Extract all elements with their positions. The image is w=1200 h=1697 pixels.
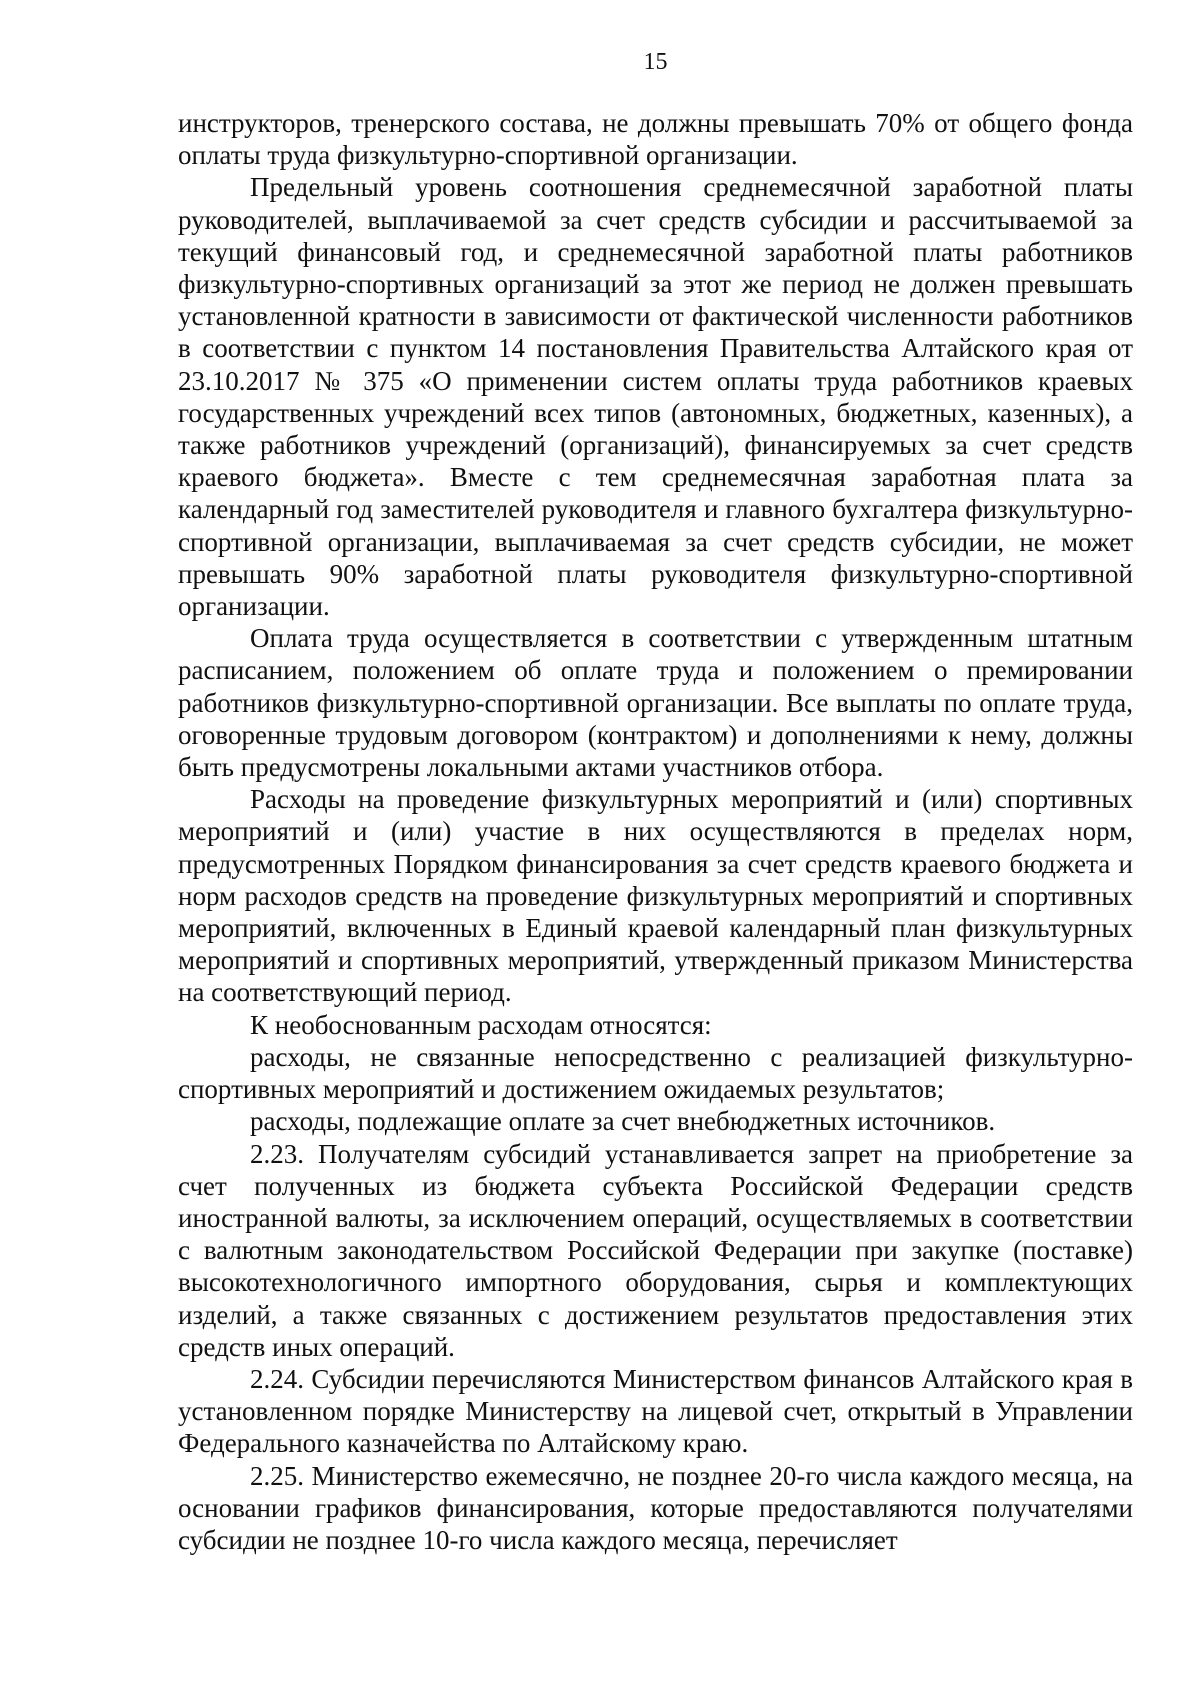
- page-number: 15: [643, 49, 668, 75]
- paragraph-unjustified-expense-item: расходы, подлежащие оплате за счет внебюджетных источников.: [250, 1106, 996, 1137]
- paragraph-unjustified-expenses-heading: К необоснованным расходам относятся:: [250, 1009, 712, 1040]
- paragraph-clause-2-24: 2.24. Субсидии перечисляются Министерством финансов Алтайского края в установленном порядке Министерству на лицевой счет, открытый в Управлении Федерального казначейства по Алтайскому краю.: [178, 1363, 1133, 1459]
- paragraph-payroll: Оплата труда осуществляется в соответствии с утвержденным штатным расписанием, положением об оплате труда и положением о премировании работников физкультурно-спортивной организации. Все выплаты по оплате труда, оговоренные трудовым договором (контрактом) и дополнениями к нему, должны быть предусмотрены локальными актами участников отбора.: [178, 623, 1133, 783]
- paragraph-salary-ratio: Предельный уровень соотношения среднемесячной заработной платы руководителей, выплачиваемой за счет средств субсидии и рассчитываемой за текущий финансовый год, и среднемесячной заработной платы работников физкультурно-спортивных организаций за этот же период не должен превышать установленной кратности в зависимости от фактической численности работников в соответствии с пунктом 14 постановления Правительства Алтайского края от 23.10.2017 № 375 «О применении систем оплаты труда работников краевых государственных учреждений всех типов (автономных, бюджетных, казенных), а также работников учреждений (организаций), финансируемых за счет средств краевого бюджета». Вместе с тем среднемесячная заработная плата за календарный год заместителей руководителя и главного бухгалтера физкультурно-спортивной организации, выплачиваемая за счет средств субсидии, не может превышать 90% заработной платы руководителя физкультурно-спортивной организации.: [178, 172, 1133, 622]
- paragraph-continuation: инструкторов, тренерского состава, не должны превышать 70% от общего фонда оплаты труда физкультурно-спортивной организации.: [178, 108, 1133, 171]
- paragraph-event-expenses: Расходы на проведение физкультурных мероприятий и (или) спортивных мероприятий и (или) участие в них осуществляются в пределах норм, предусмотренных Порядком финансирования за счет средств краевого бюджета и норм расходов средств на проведение физкультурных мероприятий и спортивных мероприятий, включенных в Единый краевой календарный план физкультурных мероприятий и спортивных мероприятий, утвержденный приказом Министерства на соответствующий период.: [178, 784, 1133, 1008]
- paragraph-unjustified-expense-item: расходы, не связанные непосредственно с реализацией физкультурно-спортивных мероприятий и достижением ожидаемых результатов;: [178, 1041, 1133, 1105]
- document-body: [178, 107, 1133, 1556]
- paragraph-clause-2-25: 2.25. Министерство ежемесячно, не позднее 20-го числа каждого месяца, на основании графиков финансирования, которые предоставляются получателями субсидии не позднее 10-го числа каждого месяца, перечисляет: [178, 1460, 1133, 1555]
- paragraph-clause-2-23: 2.23. Получателям субсидий устанавливается запрет на приобретение за счет полученных из бюджета субъекта Российской Федерации средств иностранной валюты, за исключением операций, осуществляемых в соответствии с валютным законодательством Российской Федерации при закупке (поставке) высокотехнологичного импортного оборудования, сырья и комплектующих изделий, а также связанных с достижением результатов предоставления этих средств иных операций.: [178, 1138, 1133, 1362]
